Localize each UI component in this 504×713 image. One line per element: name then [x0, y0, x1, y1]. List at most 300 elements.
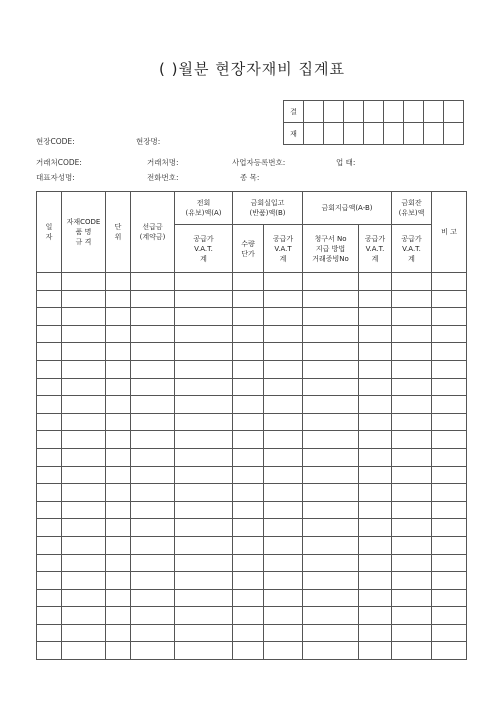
table-cell[interactable] [359, 308, 392, 326]
table-cell[interactable] [392, 536, 432, 554]
table-cell[interactable] [303, 607, 359, 625]
table-cell[interactable] [432, 378, 467, 396]
table-cell[interactable] [175, 642, 233, 660]
table-cell[interactable] [175, 536, 233, 554]
table-cell[interactable] [264, 519, 303, 537]
table-cell[interactable] [303, 519, 359, 537]
table-cell[interactable] [106, 448, 131, 466]
table-cell[interactable] [233, 308, 264, 326]
table-cell[interactable] [37, 396, 62, 414]
table-cell[interactable] [432, 290, 467, 308]
table-cell[interactable] [106, 554, 131, 572]
table-cell[interactable] [359, 396, 392, 414]
table-cell[interactable] [264, 308, 303, 326]
table-cell[interactable] [233, 572, 264, 590]
table-cell[interactable] [392, 624, 432, 642]
table-body [37, 273, 467, 660]
approval-label-1: 결 [284, 101, 304, 123]
table-cell[interactable] [106, 431, 131, 449]
table-cell[interactable] [37, 448, 62, 466]
table-cell[interactable] [62, 501, 106, 519]
table-row [37, 501, 467, 519]
table-cell[interactable] [233, 501, 264, 519]
table-cell[interactable] [175, 607, 233, 625]
approval-cell[interactable] [364, 101, 384, 123]
header-received-amount: 금회실입고 (반품)액(B) [233, 192, 303, 225]
table-cell[interactable] [432, 572, 467, 590]
approval-cell[interactable] [344, 101, 364, 123]
table-cell[interactable] [131, 325, 175, 343]
table-cell[interactable] [175, 554, 233, 572]
table-cell[interactable] [37, 413, 62, 431]
table-cell[interactable] [303, 589, 359, 607]
table-cell[interactable] [175, 325, 233, 343]
table-cell[interactable] [392, 413, 432, 431]
approval-cell[interactable] [444, 123, 464, 145]
table-cell[interactable] [392, 431, 432, 449]
table-cell[interactable] [303, 642, 359, 660]
table-cell[interactable] [359, 413, 392, 431]
header-prev-amount: 전회 (유보)액(A) [175, 192, 233, 225]
table-cell[interactable] [432, 413, 467, 431]
table-cell[interactable] [62, 466, 106, 484]
table-cell[interactable] [392, 572, 432, 590]
approval-cell[interactable] [424, 123, 444, 145]
table-cell[interactable] [131, 589, 175, 607]
table-cell[interactable] [106, 572, 131, 590]
table-cell[interactable] [233, 484, 264, 502]
table-cell[interactable] [432, 343, 467, 361]
header-advance: 선급금 (계약금) [131, 192, 175, 273]
table-cell[interactable] [233, 519, 264, 537]
approval-cell[interactable] [404, 101, 424, 123]
phone-label: 전화번호: [147, 173, 179, 182]
table-cell[interactable] [392, 554, 432, 572]
table-cell[interactable] [432, 624, 467, 642]
approval-cell[interactable] [304, 101, 324, 123]
table-cell[interactable] [359, 290, 392, 308]
table-cell[interactable] [175, 572, 233, 590]
table-cell[interactable] [131, 378, 175, 396]
table-cell[interactable] [303, 448, 359, 466]
table-cell[interactable] [392, 448, 432, 466]
table-cell[interactable] [106, 536, 131, 554]
approval-cell[interactable] [304, 123, 324, 145]
table-cell[interactable] [106, 360, 131, 378]
table-cell[interactable] [106, 466, 131, 484]
table-cell[interactable] [106, 413, 131, 431]
table-cell[interactable] [264, 273, 303, 291]
table-cell[interactable] [432, 466, 467, 484]
approval-box [283, 100, 464, 145]
approval-cell[interactable] [344, 123, 364, 145]
table-cell[interactable] [62, 554, 106, 572]
approval-label-2: 재 [284, 123, 304, 145]
table-cell[interactable] [175, 343, 233, 361]
table-cell[interactable] [175, 360, 233, 378]
table-cell[interactable] [106, 607, 131, 625]
table-cell[interactable] [131, 448, 175, 466]
table-cell[interactable] [359, 325, 392, 343]
table-cell[interactable] [432, 273, 467, 291]
table-cell[interactable] [359, 360, 392, 378]
table-cell[interactable] [392, 501, 432, 519]
table-cell[interactable] [303, 273, 359, 291]
table-cell[interactable] [131, 642, 175, 660]
table-cell[interactable] [233, 360, 264, 378]
table-cell[interactable] [233, 273, 264, 291]
table-cell[interactable] [392, 325, 432, 343]
table-cell[interactable] [264, 642, 303, 660]
header-claim-info: 청구서 No 지급 방법 거래증빙No [303, 225, 359, 273]
table-cell[interactable] [392, 273, 432, 291]
table-cell[interactable] [175, 448, 233, 466]
approval-cell[interactable] [444, 101, 464, 123]
table-cell[interactable] [175, 273, 233, 291]
header-supply-vat: 공급가 V.A.T. 계 [175, 225, 233, 273]
table-cell[interactable] [264, 378, 303, 396]
table-cell[interactable] [106, 624, 131, 642]
table-cell[interactable] [432, 589, 467, 607]
table-cell[interactable] [264, 466, 303, 484]
table-cell[interactable] [233, 325, 264, 343]
table-cell[interactable] [303, 484, 359, 502]
table-cell[interactable] [264, 484, 303, 502]
table-cell[interactable] [303, 308, 359, 326]
table-cell[interactable] [303, 378, 359, 396]
table-cell[interactable] [303, 554, 359, 572]
table-cell[interactable] [432, 360, 467, 378]
table-cell[interactable] [359, 501, 392, 519]
table-row [37, 448, 467, 466]
table-cell[interactable] [264, 448, 303, 466]
table-cell[interactable] [175, 624, 233, 642]
table-cell[interactable] [131, 273, 175, 291]
header-note: 비 고 [432, 192, 467, 273]
table-cell[interactable] [175, 396, 233, 414]
table-cell[interactable] [175, 290, 233, 308]
table-cell[interactable] [175, 378, 233, 396]
table-cell[interactable] [37, 624, 62, 642]
table-cell[interactable] [37, 343, 62, 361]
table-cell[interactable] [62, 484, 106, 502]
table-cell[interactable] [432, 554, 467, 572]
table-cell[interactable] [359, 519, 392, 537]
table-row [37, 519, 467, 537]
approval-cell[interactable] [324, 123, 344, 145]
table-cell[interactable] [131, 431, 175, 449]
table-cell[interactable] [37, 501, 62, 519]
table-cell[interactable] [175, 484, 233, 502]
table-row [37, 589, 467, 607]
table-cell[interactable] [106, 290, 131, 308]
table-cell[interactable] [359, 466, 392, 484]
table-row [37, 554, 467, 572]
table-cell[interactable] [392, 343, 432, 361]
table-cell[interactable] [106, 484, 131, 502]
table-cell[interactable] [62, 448, 106, 466]
table-cell[interactable] [359, 484, 392, 502]
table-cell[interactable] [37, 378, 62, 396]
table-cell[interactable] [62, 572, 106, 590]
table-cell[interactable] [392, 378, 432, 396]
table-cell[interactable] [392, 484, 432, 502]
table-cell[interactable] [106, 325, 131, 343]
table-cell[interactable] [131, 607, 175, 625]
table-cell[interactable] [131, 290, 175, 308]
table-cell[interactable] [392, 607, 432, 625]
table-cell[interactable] [62, 343, 106, 361]
header-supply-vat: 공급가 V.A.T 계 [264, 225, 303, 273]
table-cell[interactable] [303, 572, 359, 590]
table-row [37, 343, 467, 361]
table-cell[interactable] [233, 396, 264, 414]
table-cell[interactable] [131, 396, 175, 414]
table-cell[interactable] [131, 484, 175, 502]
table-cell[interactable] [106, 308, 131, 326]
summary-table [36, 191, 467, 660]
table-cell[interactable] [233, 448, 264, 466]
table-cell[interactable] [62, 607, 106, 625]
table-cell[interactable] [303, 290, 359, 308]
table-cell[interactable] [359, 554, 392, 572]
page-title: ( )월분 현장자재비 집계표 [159, 60, 345, 78]
table-cell[interactable] [264, 431, 303, 449]
approval-cell[interactable] [384, 123, 404, 145]
table-cell[interactable] [37, 325, 62, 343]
table-cell[interactable] [303, 360, 359, 378]
table-row [37, 536, 467, 554]
table-cell[interactable] [432, 325, 467, 343]
table-row [37, 290, 467, 308]
table-cell[interactable] [62, 536, 106, 554]
table-cell[interactable] [233, 536, 264, 554]
table-row [37, 273, 467, 291]
table-cell[interactable] [131, 413, 175, 431]
table-cell[interactable] [62, 413, 106, 431]
table-cell[interactable] [432, 519, 467, 537]
table-cell[interactable] [303, 501, 359, 519]
table-cell[interactable] [264, 396, 303, 414]
table-cell[interactable] [264, 572, 303, 590]
table-cell[interactable] [359, 624, 392, 642]
table-cell[interactable] [37, 536, 62, 554]
table-cell[interactable] [62, 589, 106, 607]
table-cell[interactable] [37, 554, 62, 572]
table-cell[interactable] [264, 325, 303, 343]
table-cell[interactable] [264, 624, 303, 642]
table-cell[interactable] [233, 607, 264, 625]
table-cell[interactable] [62, 360, 106, 378]
table-cell[interactable] [303, 624, 359, 642]
table-cell[interactable] [264, 607, 303, 625]
table-cell[interactable] [264, 343, 303, 361]
table-cell[interactable] [233, 554, 264, 572]
table-cell[interactable] [175, 501, 233, 519]
table-cell[interactable] [131, 572, 175, 590]
table-cell[interactable] [62, 519, 106, 537]
table-cell[interactable] [359, 431, 392, 449]
table-cell[interactable] [131, 360, 175, 378]
table-cell[interactable] [37, 466, 62, 484]
table-cell[interactable] [37, 290, 62, 308]
approval-cell[interactable] [324, 101, 344, 123]
table-cell[interactable] [432, 501, 467, 519]
table-cell[interactable] [303, 325, 359, 343]
site-name-label: 현장명: [136, 137, 161, 146]
table-cell[interactable] [175, 308, 233, 326]
table-cell[interactable] [392, 642, 432, 660]
table-cell[interactable] [131, 554, 175, 572]
table-cell[interactable] [233, 589, 264, 607]
table-cell[interactable] [233, 431, 264, 449]
site-code-label: 현장CODE: [36, 137, 75, 146]
table-cell[interactable] [303, 536, 359, 554]
table-cell[interactable] [37, 308, 62, 326]
table-cell[interactable] [131, 624, 175, 642]
table-row [37, 642, 467, 660]
table-cell[interactable] [62, 308, 106, 326]
table-cell[interactable] [37, 273, 62, 291]
table-cell[interactable] [392, 308, 432, 326]
table-cell[interactable] [264, 413, 303, 431]
table-cell[interactable] [233, 466, 264, 484]
header-unit: 단 위 [106, 192, 131, 273]
header-supply-vat: 공급가 V.A.T. 계 [392, 225, 432, 273]
table-cell[interactable] [233, 343, 264, 361]
table-cell[interactable] [37, 484, 62, 502]
table-cell[interactable] [37, 431, 62, 449]
table-row [37, 572, 467, 590]
table-cell[interactable] [106, 378, 131, 396]
table-cell[interactable] [432, 431, 467, 449]
table-cell[interactable] [264, 536, 303, 554]
table-cell[interactable] [106, 519, 131, 537]
table-row [37, 466, 467, 484]
table-cell[interactable] [106, 501, 131, 519]
table-cell[interactable] [432, 396, 467, 414]
header-date: 일 자 [37, 192, 62, 273]
table-cell[interactable] [392, 589, 432, 607]
table-cell[interactable] [37, 572, 62, 590]
table-row [37, 431, 467, 449]
table-cell[interactable] [392, 466, 432, 484]
table-cell[interactable] [62, 273, 106, 291]
table-cell[interactable] [62, 624, 106, 642]
table-cell[interactable] [432, 448, 467, 466]
table-cell[interactable] [131, 536, 175, 554]
table-cell[interactable] [264, 290, 303, 308]
table-cell[interactable] [175, 431, 233, 449]
table-cell[interactable] [233, 378, 264, 396]
table-cell[interactable] [233, 642, 264, 660]
vendor-name-label: 거래처명: [147, 158, 179, 167]
approval-cell[interactable] [384, 101, 404, 123]
table-cell[interactable] [131, 343, 175, 361]
table-cell[interactable] [233, 413, 264, 431]
table-cell[interactable] [303, 431, 359, 449]
table-row [37, 325, 467, 343]
table-cell[interactable] [359, 343, 392, 361]
table-cell[interactable] [359, 536, 392, 554]
table-cell[interactable] [62, 431, 106, 449]
table-cell[interactable] [106, 589, 131, 607]
table-cell[interactable] [432, 607, 467, 625]
table-cell[interactable] [303, 343, 359, 361]
table-cell[interactable] [392, 519, 432, 537]
table-cell[interactable] [392, 360, 432, 378]
table-cell[interactable] [303, 466, 359, 484]
table-cell[interactable] [37, 519, 62, 537]
category-label: 종 목: [240, 173, 260, 182]
table-cell[interactable] [37, 642, 62, 660]
table-row [37, 360, 467, 378]
table-cell[interactable] [432, 308, 467, 326]
table-cell[interactable] [62, 396, 106, 414]
table-cell[interactable] [432, 536, 467, 554]
ceo-name-label: 대표자성명: [36, 173, 75, 182]
table-cell[interactable] [106, 642, 131, 660]
table-cell[interactable] [359, 273, 392, 291]
table-cell[interactable] [392, 396, 432, 414]
table-cell[interactable] [131, 501, 175, 519]
table-cell[interactable] [432, 484, 467, 502]
table-cell[interactable] [62, 378, 106, 396]
table-row [37, 308, 467, 326]
approval-cell[interactable] [404, 123, 424, 145]
table-cell[interactable] [175, 589, 233, 607]
table-cell[interactable] [359, 607, 392, 625]
table-cell[interactable] [359, 448, 392, 466]
table-cell[interactable] [62, 642, 106, 660]
table-cell[interactable] [359, 572, 392, 590]
table-cell[interactable] [359, 378, 392, 396]
table-cell[interactable] [264, 589, 303, 607]
table-cell[interactable] [62, 325, 106, 343]
table-cell[interactable] [175, 413, 233, 431]
table-cell[interactable] [264, 360, 303, 378]
header-payment-amount: 금회지급액(A-B) [303, 192, 392, 225]
table-cell[interactable] [175, 466, 233, 484]
table-cell[interactable] [233, 290, 264, 308]
table-cell[interactable] [233, 624, 264, 642]
approval-cell[interactable] [424, 101, 444, 123]
table-cell[interactable] [62, 290, 106, 308]
table-cell[interactable] [303, 413, 359, 431]
table-cell[interactable] [432, 642, 467, 660]
table-cell[interactable] [303, 396, 359, 414]
vendor-code-label: 거래처CODE: [36, 158, 82, 167]
table-cell[interactable] [106, 343, 131, 361]
table-cell[interactable] [264, 501, 303, 519]
table-cell[interactable] [37, 607, 62, 625]
table-cell[interactable] [392, 290, 432, 308]
table-cell[interactable] [264, 554, 303, 572]
table-row [37, 624, 467, 642]
table-cell[interactable] [106, 396, 131, 414]
table-cell[interactable] [359, 642, 392, 660]
table-cell[interactable] [37, 360, 62, 378]
biz-reg-no-label: 사업자등록번호: [232, 158, 286, 167]
approval-cell[interactable] [364, 123, 384, 145]
table-cell[interactable] [131, 519, 175, 537]
table-cell[interactable] [175, 519, 233, 537]
table-cell[interactable] [131, 308, 175, 326]
table-cell[interactable] [131, 466, 175, 484]
table-cell[interactable] [359, 589, 392, 607]
table-cell[interactable] [106, 273, 131, 291]
table-cell[interactable] [37, 589, 62, 607]
